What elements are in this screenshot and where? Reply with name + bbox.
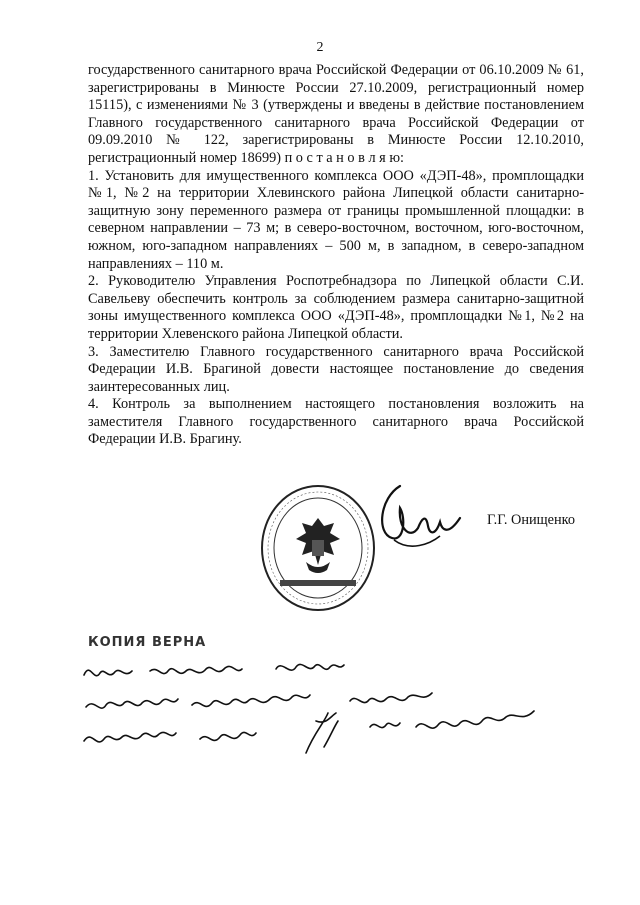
handwritten-note-icon <box>80 655 570 765</box>
signature-icon <box>370 478 465 558</box>
document-body <box>88 62 584 449</box>
paragraph-item-3: 3. Заместителю Главного государственного санитарного врача Российской Федерации И.В. Брагиной довести настоящее постановление до сведения заинтересованных лиц. <box>88 343 584 395</box>
signer-name: Г.Г. Онищенко <box>487 512 576 528</box>
copy-stamp: КОПИЯ ВЕРНА <box>88 635 207 650</box>
paragraph-preamble: государственного санитарного врача Российской Федерации от 06.10.2009 № 61, зарегистрированы в Минюсте России 27.10.2009, регистрационный номер 15115), с изменениями № 3 (утверждены и введены в действие постановлением Главного государственного санитарного врача Российской Федерации от 09.09.2010 № 122, зарегистрированы в Минюсте России 12.10.2010, регистрационный номер 18699) п о с т а н о в л я ю: <box>88 62 584 166</box>
page-number: 2 <box>316 40 324 55</box>
paragraph-item-4: 4. Контроль за выполнением настоящего постановления возложить на заместителя Главного государственного санитарного врача Российской Федерации И.В. Брагину. <box>88 396 584 448</box>
paragraph-item-1: 1. Установить для имущественного комплекса ООО «ДЭП-48», промплощадки №1, №2 на территории Хлевинского района Липецкой области санитарно-защитную зону переменного размера от границы промышленной площадки: в северном направлении – 73 м; в северо-восточном, восточном, юго-восточном, южном, юго-западном направлениях – 500 м, в западном, в северо-западном направлениях – 110 м. <box>88 167 584 272</box>
paragraph-item-2: 2. Руководителю Управления Роспотребнадзора по Липецкой области С.И. Савельеву обеспечить контроль за соблюдением размера санитарно-защитной зоны имущественного комплекса ООО «ДЭП-48», промплощадки №1, №2 на территории Хлевенского района Липецкой области. <box>88 273 584 342</box>
official-seal-icon <box>258 478 378 613</box>
